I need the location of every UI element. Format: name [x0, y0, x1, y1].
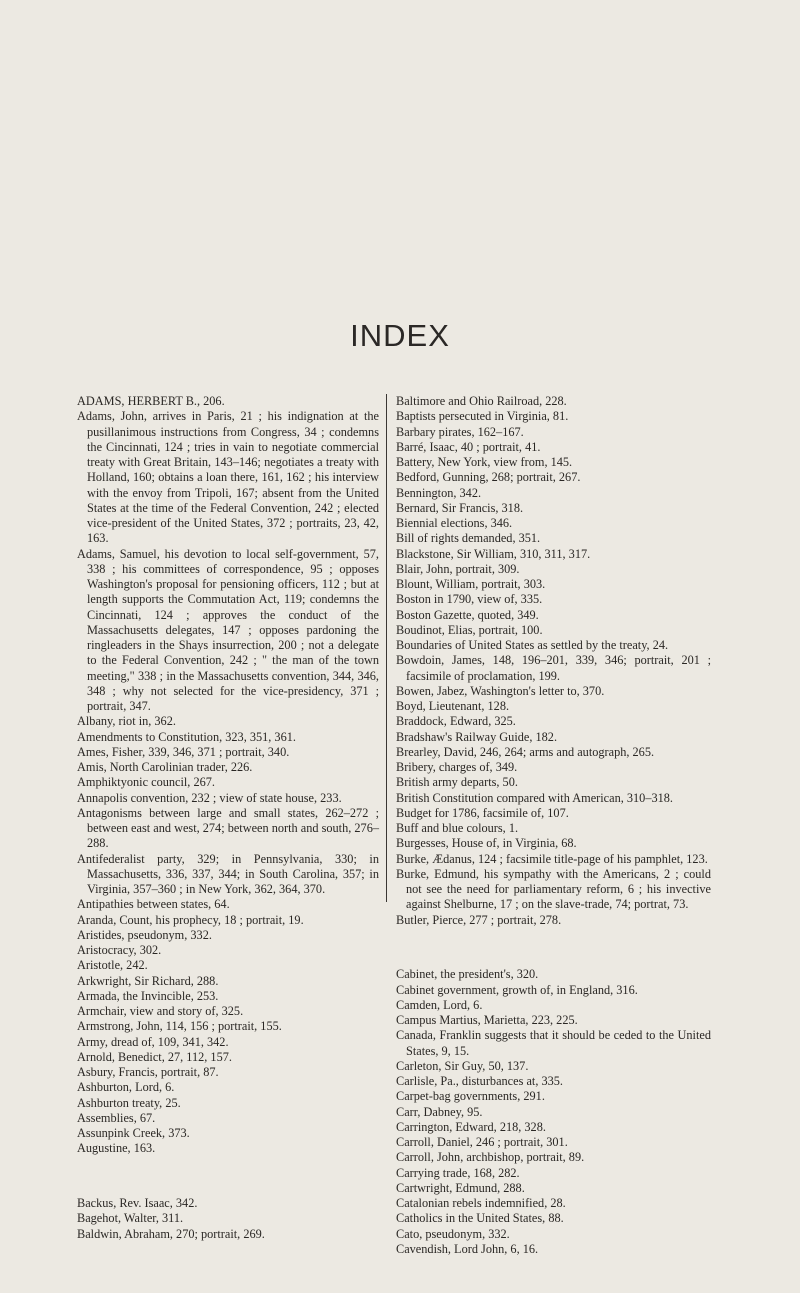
index-entry: Campus Martius, Marietta, 223, 225.	[396, 1013, 578, 1028]
index-entry: Boston Gazette, quoted, 349.	[396, 607, 539, 622]
index-entry: Amendments to Constitution, 323, 351, 361.	[77, 729, 296, 744]
index-entry: Aranda, Count, his prophecy, 18 ; portrait, 19.	[77, 912, 304, 927]
index-entry: Aristotle, 242.	[77, 958, 148, 973]
index-entry: Boudinot, Elias, portrait, 100.	[396, 622, 543, 637]
index-entry: Budget for 1786, facsimile of, 107.	[396, 805, 569, 820]
index-entry: Antagonisms between large and small states, 262–272 ; between east and west, 274; between north and south, 276–288.	[77, 805, 379, 851]
index-entry: Carrying trade, 168, 282.	[396, 1165, 520, 1180]
column-divider	[386, 394, 387, 902]
index-entry: Catalonian rebels indemnified, 28.	[396, 1196, 566, 1211]
index-entry: Armchair, view and story of, 325.	[77, 1004, 244, 1018]
index-entry: Carroll, Daniel, 246 ; portrait, 301.	[396, 1135, 568, 1150]
page-title: INDEX	[350, 318, 450, 353]
index-entry: Armstrong, John, 114, 156 ; portrait, 155.	[77, 1019, 282, 1034]
index-entry: Barré, Isaac, 40 ; portrait, 41.	[396, 439, 541, 454]
index-entry: Arkwright, Sir Richard, 288.	[77, 973, 219, 988]
index-entry: Blackstone, Sir William, 310, 311, 317.	[396, 546, 591, 561]
section-gap	[77, 1169, 379, 1184]
index-entry: Barbary pirates, 162–167.	[396, 424, 524, 439]
section-gap	[396, 940, 711, 955]
index-entry: Aristides, pseudonym, 332.	[77, 927, 212, 942]
index-entry: Ames, Fisher, 339, 346, 371 ; portrait, 340.	[77, 744, 290, 759]
index-entry: Carpet-bag governments, 291.	[396, 1089, 545, 1104]
index-entry: Adams, Samuel, his devotion to local self-government, 57, 338 ; his committees of correspondence, 95 ; opposes Washington's proposal for pensioning officers, 112 ; but at length supports the Commutation Act, 119; condemns the Cincinnati, 124 ; approves the conduct of the Massachusetts delegates, 147 ; opposes pardoning the ringleaders in the Shays insurrection, 200 ; not a delegate to the Federal Convention, 242 ; " the man of the town meeting," 338 ; in the Massachusetts convention, 344, 346, 348 ; why not selected for the vice-presidency, 371 ; portrait, 347.	[77, 546, 379, 713]
index-entry: British army departs, 50.	[396, 775, 518, 790]
index-entry: Baldwin, Abraham, 270; portrait, 269.	[77, 1226, 265, 1241]
index-entry: Bowdoin, James, 148, 196–201, 339, 346; portrait, 201 ; facsimile of proclamation, 199.	[396, 653, 711, 683]
index-entry: Backus, Rev. Isaac, 342.	[77, 1196, 198, 1211]
index-entry: Bernard, Sir Francis, 318.	[396, 500, 524, 515]
index-entry: Cabinet, the president's, 320.	[396, 967, 539, 982]
index-entry: Augustine, 163.	[77, 1141, 156, 1156]
index-entry: Bradshaw's Railway Guide, 182.	[396, 729, 558, 744]
index-entry: Bowen, Jabez, Washington's letter to, 370.	[396, 683, 605, 698]
index-entry: Boundaries of United States as settled by the treaty, 24.	[396, 638, 669, 652]
index-entry: Baptists persecuted in Virginia, 81.	[396, 409, 569, 424]
index-entry: Carroll, John, archbishop, portrait, 89.	[396, 1150, 585, 1165]
index-entry: Blount, William, portrait, 303.	[396, 577, 546, 591]
index-entry: Ashburton, Lord, 6.	[77, 1080, 175, 1095]
index-entry: Camden, Lord, 6.	[396, 997, 483, 1012]
index-entry: Antipathies between states, 64.	[77, 897, 230, 912]
index-entry: Bennington, 342.	[396, 485, 482, 500]
index-entry: Amphiktyonic council, 267.	[77, 775, 215, 790]
index-entry: Cabinet government, growth of, in England, 316.	[396, 982, 638, 997]
index-entry: ADAMS, HERBERT B., 206.	[77, 394, 225, 408]
index-entry: Battery, New York, view from, 145.	[396, 455, 573, 469]
index-entry: Carleton, Sir Guy, 50, 137.	[396, 1058, 529, 1073]
index-entry: Albany, riot in, 362.	[77, 714, 176, 729]
index-entry: Carr, Dabney, 95.	[396, 1104, 483, 1119]
index-entry: Canada, Franklin suggests that it should be ceded to the United States, 9, 15.	[396, 1028, 711, 1058]
index-column-right	[396, 394, 711, 1257]
index-entry: Ashburton treaty, 25.	[77, 1095, 181, 1110]
index-entry: Antifederalist party, 329; in Pennsylvania, 330; in Massachusetts, 336, 337, 344; in South Carolina, 357; in Virginia, 357–360 ; in New York, 362, 364, 370.	[77, 851, 379, 896]
index-entry: Asbury, Francis, portrait, 87.	[77, 1065, 219, 1079]
index-entry: Buff and blue colours, 1.	[396, 821, 519, 835]
index-entry: Baltimore and Ohio Railroad, 228.	[396, 394, 567, 408]
index-entry: British Constitution compared with American, 310–318.	[396, 790, 673, 805]
index-entry: Burke, Ædanus, 124 ; facsimile title-page of his pamphlet, 123.	[396, 851, 708, 866]
index-entry: Carlisle, Pa., disturbances at, 335.	[396, 1074, 563, 1089]
index-entry: Carrington, Edward, 218, 328.	[396, 1119, 546, 1134]
index-entry: Brearley, David, 246, 264; arms and autograph, 265.	[396, 744, 655, 759]
index-entry: Blair, John, portrait, 309.	[396, 561, 520, 576]
index-entry: Braddock, Edward, 325.	[396, 714, 516, 729]
index-entry: Annapolis convention, 232 ; view of state house, 233.	[77, 790, 342, 805]
index-entry: Assunpink Creek, 373.	[77, 1126, 190, 1140]
index-entry: Armada, the Invincible, 253.	[77, 988, 219, 1003]
index-entry: Assemblies, 67.	[77, 1110, 156, 1125]
index-entry: Army, dread of, 109, 341, 342.	[77, 1034, 229, 1049]
index-entry: Cavendish, Lord John, 6, 16.	[396, 1241, 539, 1256]
index-entry: Adams, John, arrives in Paris, 21 ; his indignation at the pusillanimous instructions from Congress, 34 ; condemns the Cincinnati, 124 ; tries in vain to negotiate commercial treaty with Great Britain, 143–146; negotiates a treaty with Holland, 160; obtains a loan there, 161, 162 ; his interview with the envoy from Tripoli, 167; absent from the United States at the time of the Federal Convention, 242 ; elected vice-president of the United States, 372 ; portraits, 23, 42, 163.	[77, 409, 379, 546]
index-entry: Boyd, Lieutenant, 128.	[396, 699, 510, 713]
index-entry: Biennial elections, 346.	[396, 516, 513, 530]
index-entry: Bribery, charges of, 349.	[396, 760, 518, 774]
index-entry: Bagehot, Walter, 311.	[77, 1211, 184, 1226]
index-entry: Cato, pseudonym, 332.	[396, 1226, 510, 1241]
index-entry: Catholics in the United States, 88.	[396, 1211, 564, 1226]
index-column-left	[77, 394, 379, 1242]
index-entry: Amis, North Carolinian trader, 226.	[77, 760, 253, 774]
index-entry: Aristocracy, 302.	[77, 943, 162, 957]
index-entry: Burgesses, House of, in Virginia, 68.	[396, 836, 577, 851]
index-entry: Butler, Pierce, 277 ; portrait, 278.	[396, 912, 562, 927]
index-entry: Burke, Edmund, his sympathy with the Americans, 2 ; could not see the need for parliamentary reform, 6 ; his invective against Shelburne, 17 ; on the slave-trade, 74; portrat, 73.	[396, 866, 711, 912]
index-entry: Boston in 1790, view of, 335.	[396, 592, 543, 607]
index-entry: Bill of rights demanded, 351.	[396, 531, 541, 546]
index-entry: Bedford, Gunning, 268; portrait, 267.	[396, 470, 581, 485]
index-entry: Arnold, Benedict, 27, 112, 157.	[77, 1049, 232, 1064]
index-entry: Cartwright, Edmund, 288.	[396, 1180, 525, 1195]
